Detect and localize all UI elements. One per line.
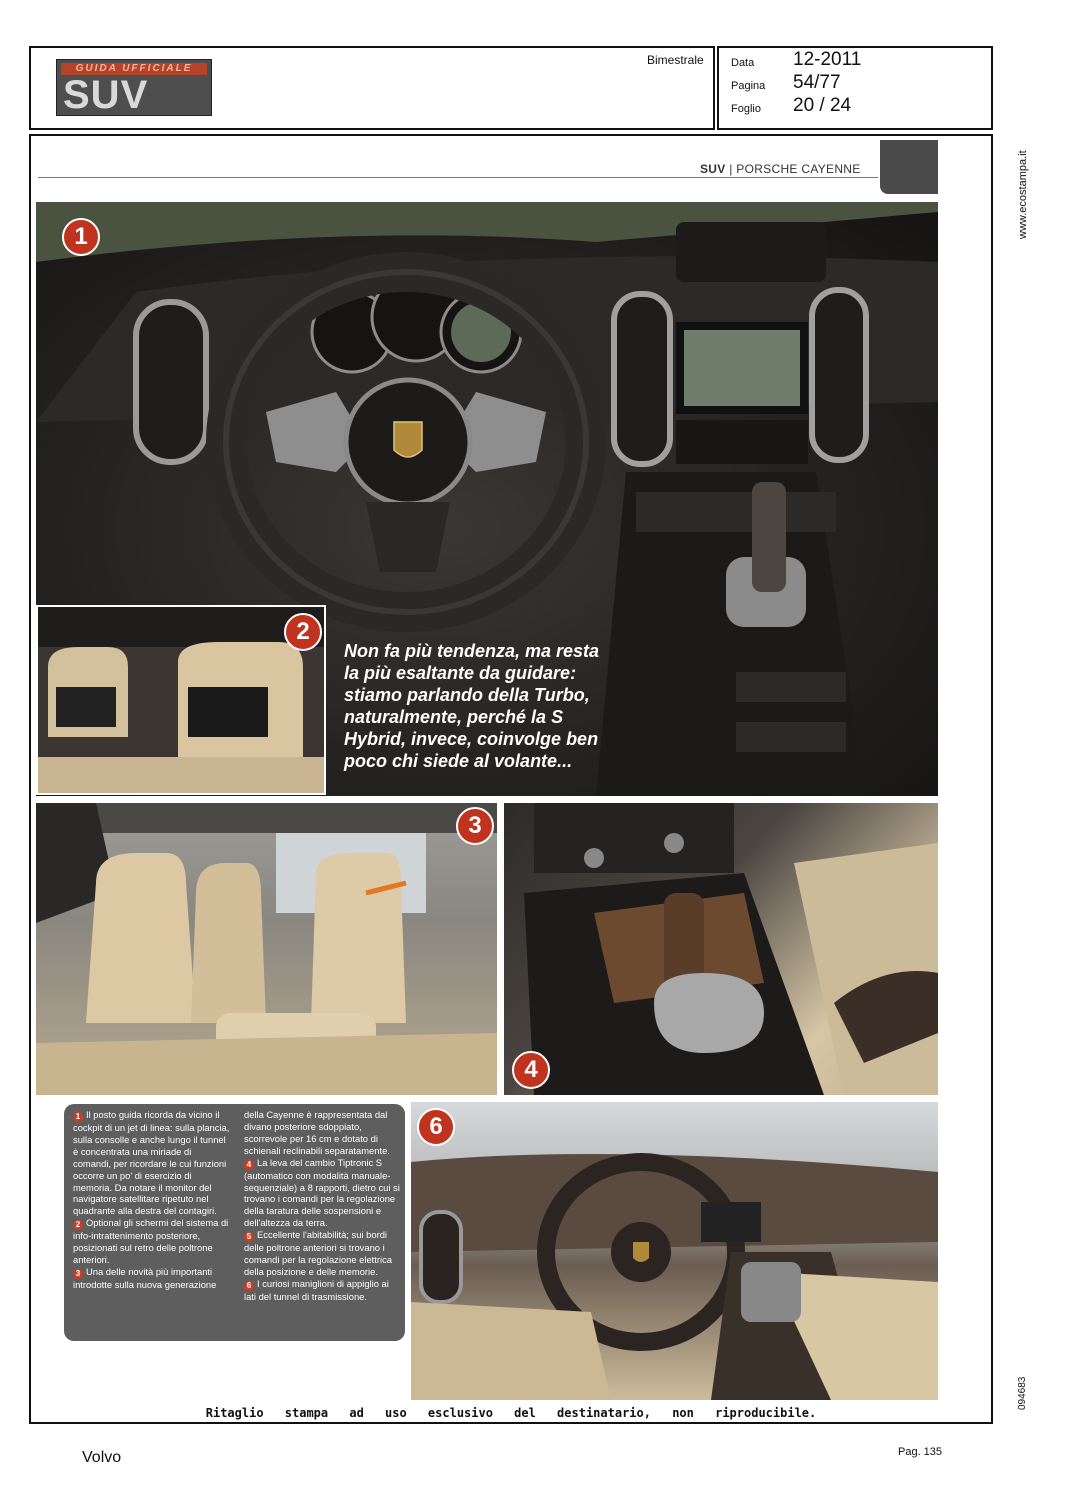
photo-gear-lever [504, 803, 938, 1095]
photo-number-1: 1 [62, 218, 100, 256]
section-rule [38, 177, 878, 178]
footer-page-number: Pag. 135 [898, 1446, 943, 1458]
side-url: www.ecostampa.it [1017, 150, 1029, 240]
caption-number: 5 [244, 1232, 254, 1242]
caption-text: Il posto guida ricorda da vicino il cockpit di un jet di linea: sulla plancia, sulla consolle e anche lungo il tunnel è concentrata una miriade di comandi, per ricordare le cui funzioni occorre un po' di esercizio di memoria. Da notare il monitor del navigatore satellitare ripetuto nel quadrante alla destra del contagiri. [73, 1109, 230, 1217]
photo-number-6: 6 [417, 1108, 455, 1146]
issue-meta-box [717, 46, 993, 130]
caption-continuation: della Cayenne è rappresentata dal divano posteriore sdoppiato, scorrevole per 16 cm e dotato di schienali reclinabili separatamente. [244, 1109, 390, 1156]
caption-number: 1 [73, 1112, 83, 1122]
section-title: PORSCHE CAYENNE [736, 162, 861, 176]
side-code: 094683 [1017, 1376, 1028, 1410]
caption-text: Eccellente l'abitabilità; sui bordi delle poltrone anteriori si trovano i comandi per la regolazione elettrica della posizione e delle memorie. [244, 1229, 392, 1277]
reproduction-disclaimer: Ritaglio stampa ad uso esclusivo del destinatario, non riproducibile. [205, 1406, 817, 1420]
photo-number-4: 4 [512, 1051, 550, 1089]
photo-number-3: 3 [456, 807, 494, 845]
photo-rear-screens [36, 605, 326, 795]
interior-illustration [36, 803, 497, 1095]
caption-number: 3 [73, 1269, 83, 1279]
pull-quote: Non fa più tendenza, ma resta la più esaltante da guidare: stiamo parlando della Turbo, naturalmente, perché la S Hybrid, invece, coinvolge ben poco chi siede al volante... [344, 641, 600, 771]
sheet-value: 20 / 24 [793, 95, 852, 116]
sheet-label: Foglio [731, 103, 761, 115]
date-label: Data [731, 57, 755, 69]
footer-brand: Volvo [82, 1449, 122, 1466]
photo-number-2: 2 [284, 613, 322, 651]
section-tab [880, 140, 938, 194]
date-value: 12-2011 [793, 49, 862, 70]
section-label [700, 162, 861, 176]
caption-column-1 [73, 1109, 231, 1291]
logo-title: SUV [63, 73, 149, 116]
console-illustration [504, 803, 938, 1095]
caption-text: Optional gli schermi del sistema di info-intrattenimento posteriore, posizionati sul retro delle poltrone anteriori. [73, 1217, 229, 1266]
caption-number: 4 [244, 1160, 254, 1170]
page-label: Pagina [731, 80, 766, 92]
photo-rear-seats [36, 803, 497, 1095]
caption-number: 6 [244, 1281, 254, 1291]
page-value: 54/77 [793, 72, 841, 93]
caption-text: I curiosi maniglioni di appiglio ai lati del tunnel di trasmissione. [244, 1277, 389, 1302]
section-separator: | [729, 162, 733, 176]
caption-item [244, 1157, 402, 1230]
guida-suv-logo [56, 59, 212, 116]
caption-item [244, 1229, 402, 1278]
caption-text: La leva del cambio Tiptronic S (automatico con modalità manuale-sequenziale) a 8 rapporti, dietro cui si trovano i comandi per la regolazione della taratura delle sospensioni e dell'altezza da terra. [244, 1156, 400, 1229]
photo-captions [64, 1104, 405, 1341]
photo-front-cabin [411, 1102, 938, 1400]
caption-text: Una delle novità più importanti introdotte sulla nuova generazione [73, 1265, 217, 1290]
rear-seats-illustration [38, 607, 326, 795]
caption-number: 2 [73, 1220, 83, 1230]
caption-item [73, 1266, 231, 1291]
caption-item [73, 1109, 231, 1217]
caption-column-2 [244, 1109, 402, 1303]
logo-tagline: GUIDA UFFICIALE [61, 63, 207, 75]
frequency-label: Bimestrale [647, 53, 704, 67]
cabin-illustration [411, 1102, 938, 1400]
section-category: SUV [700, 162, 726, 176]
caption-item [244, 1278, 402, 1303]
caption-item [73, 1217, 231, 1266]
